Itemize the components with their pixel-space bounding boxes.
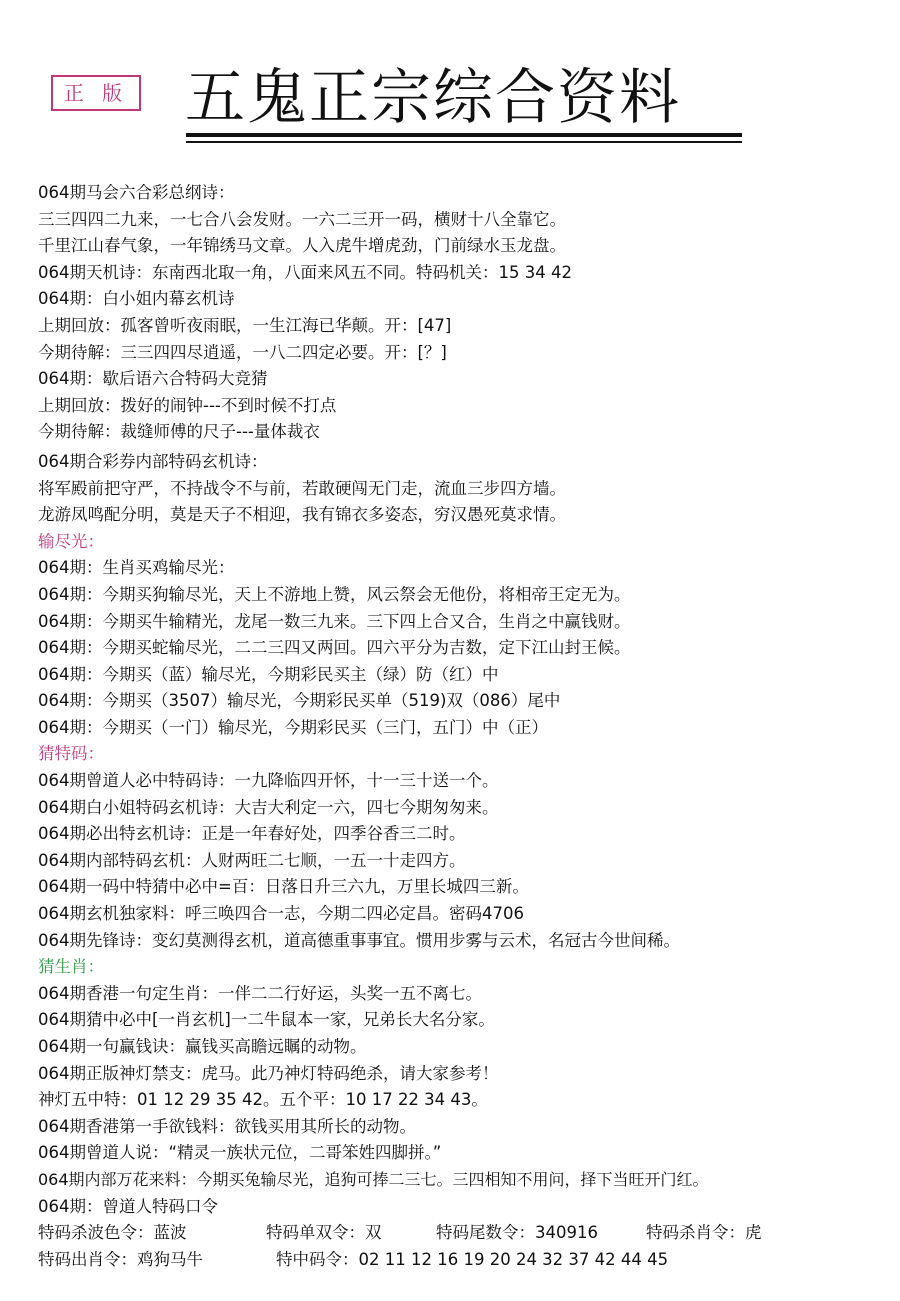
- text-line: 064期：今期买狗输尽光，天上不游地上赞，风云祭会无他份，将相帝王定无为。: [38, 584, 631, 604]
- text-line: 064期合彩券内部特码玄机诗：: [38, 451, 268, 471]
- text-line: 064期白小姐特码玄机诗：大吉大利定一六，四七今期匆匆来。: [38, 797, 499, 817]
- text-line: 064期猜中必中[一肖玄机]一二牛鼠本一家，兄弟长大名分家。: [38, 1010, 495, 1030]
- text-line: 064期：今期买蛇输尽光，二二三四又两回。四六平分为吉数，定下江山封王候。: [38, 638, 631, 658]
- code-kill-color: 特码杀波色令：蓝波: [38, 1223, 187, 1243]
- code-kill-zodiac: 特码杀肖令：虎: [646, 1223, 762, 1243]
- section-heading-guess-code: 猜特码：: [38, 744, 104, 764]
- code-tail-number: 特码尾数令：340916: [436, 1223, 598, 1243]
- text-line: 064期内部特码玄机：人财两旺二七顺，一五一十走四方。: [38, 850, 466, 870]
- text-line: 064期：今期买牛输精光，龙尾一数三九来。三下四上合又合，生肖之中赢钱财。: [38, 611, 631, 631]
- text-line: 064期：歇后语六合特码大竞猜: [38, 369, 268, 389]
- authentic-badge: 正 版: [51, 75, 141, 111]
- text-line: 064期：今期买（3507）输尽光，今期彩民买单（519)双（086）尾中: [38, 691, 561, 711]
- code-row-2: [38, 1247, 888, 1274]
- text-line: 064期：今期买（蓝）输尽光，今期彩民买主（绿）防（红）中: [38, 664, 499, 684]
- text-line: 千里江山春气象，一年锦绣马文章。人入虎牛增虎劲，门前绿水玉龙盘。: [38, 236, 566, 256]
- text-line: 064期曾道人必中特码诗：一九降临四开怀，十一三十送一个。: [38, 771, 499, 791]
- text-line: 064期玄机独家料：呼三唤四合一志，今期二四必定昌。密码4706: [38, 904, 524, 924]
- text-line: 064期香港一句定生肖：一伴二二行好运，头奖一五不离七。: [38, 983, 482, 1003]
- section-heading-lose: 输尽光：: [38, 531, 104, 551]
- title-underline-thick: [186, 133, 742, 137]
- text-line: 064期：曾道人特码口令: [38, 1196, 218, 1216]
- text-line: 将军殿前把守严，不持战令不与前，若敢硬闯无门走，流血三步四方墙。: [38, 478, 566, 498]
- content: [38, 180, 888, 1273]
- text-line: 今期待解：三三四四尽逍遥，一八二四定必要。开：[？]: [38, 342, 447, 362]
- title-underline-thin: [186, 141, 742, 143]
- text-line: 064期：生肖买鸡输尽光：: [38, 558, 235, 578]
- text-line: 064期一码中特猜中必中=百：日落日升三六九，万里长城四三新。: [38, 877, 529, 897]
- text-line: 064期天机诗：东南西北取一角，八面来风五不同。特码机关：15 34 42: [38, 262, 572, 282]
- code-hit-numbers: 特中码令：02 11 12 16 19 20 24 32 37 42 44 45: [276, 1249, 669, 1269]
- text-line: 064期：白小姐内幕玄机诗: [38, 289, 235, 309]
- text-line: 上期回放：拨好的闹钟---不到时候不打点: [38, 395, 337, 415]
- text-line: 064期：今期买（一门）输尽光，今期彩民买（三门，五门）中（正）: [38, 717, 548, 737]
- text-line: 064期先锋诗：变幻莫测得玄机，道高德重事事宜。惯用步雾与云术，名冠古今世间稀。: [38, 930, 680, 950]
- code-odd-even: 特码单双令：双: [266, 1223, 382, 1243]
- text-line: 龙游凤鸣配分明，莫是天子不相迎，我有锦衣多姿态，穷汉愚死莫求情。: [38, 505, 566, 525]
- text-line: 064期香港第一手欲钱料：欲钱买用其所长的动物。: [38, 1116, 416, 1136]
- section-heading-guess-zodiac: 猜生肖：: [38, 957, 104, 977]
- page-title: 五鬼正宗综合资料: [185, 63, 681, 133]
- code-row-1: [38, 1220, 888, 1247]
- text-line: 064期一句赢钱诀：赢钱买高瞻远瞩的动物。: [38, 1037, 367, 1056]
- text-line: 上期回放：孤客曾听夜雨眠，一生江海已华颠。开：[47]: [38, 315, 452, 335]
- text-line: 三三四四二九来，一七合八会发财。一六二三开一码，横财十八全靠它。: [38, 209, 566, 229]
- text-line: 今期待解：裁缝师傅的尺子---量体裁衣: [38, 422, 320, 442]
- text-line: 064期马会六合彩总纲诗：: [38, 183, 235, 202]
- code-out-zodiac: 特码出肖令：鸡狗马牛: [38, 1249, 203, 1269]
- text-line: 神灯五中特：01 12 29 35 42。五个平：10 17 22 34 43。: [38, 1090, 488, 1110]
- text-line: 064期曾道人说：“精灵一族状元位，二哥笨姓四脚拼。”: [38, 1143, 442, 1163]
- text-line: 064期必出特玄机诗：正是一年春好处，四季谷香三二时。: [38, 824, 466, 844]
- text-line: 064期正版神灯禁支：虎马。此乃神灯特码绝杀，请大家参考！: [38, 1063, 499, 1083]
- text-line: 064期内部万花来料：今期买兔输尽光，追狗可捧二三七。三四相知不用问，择下当旺开门红。: [38, 1169, 709, 1189]
